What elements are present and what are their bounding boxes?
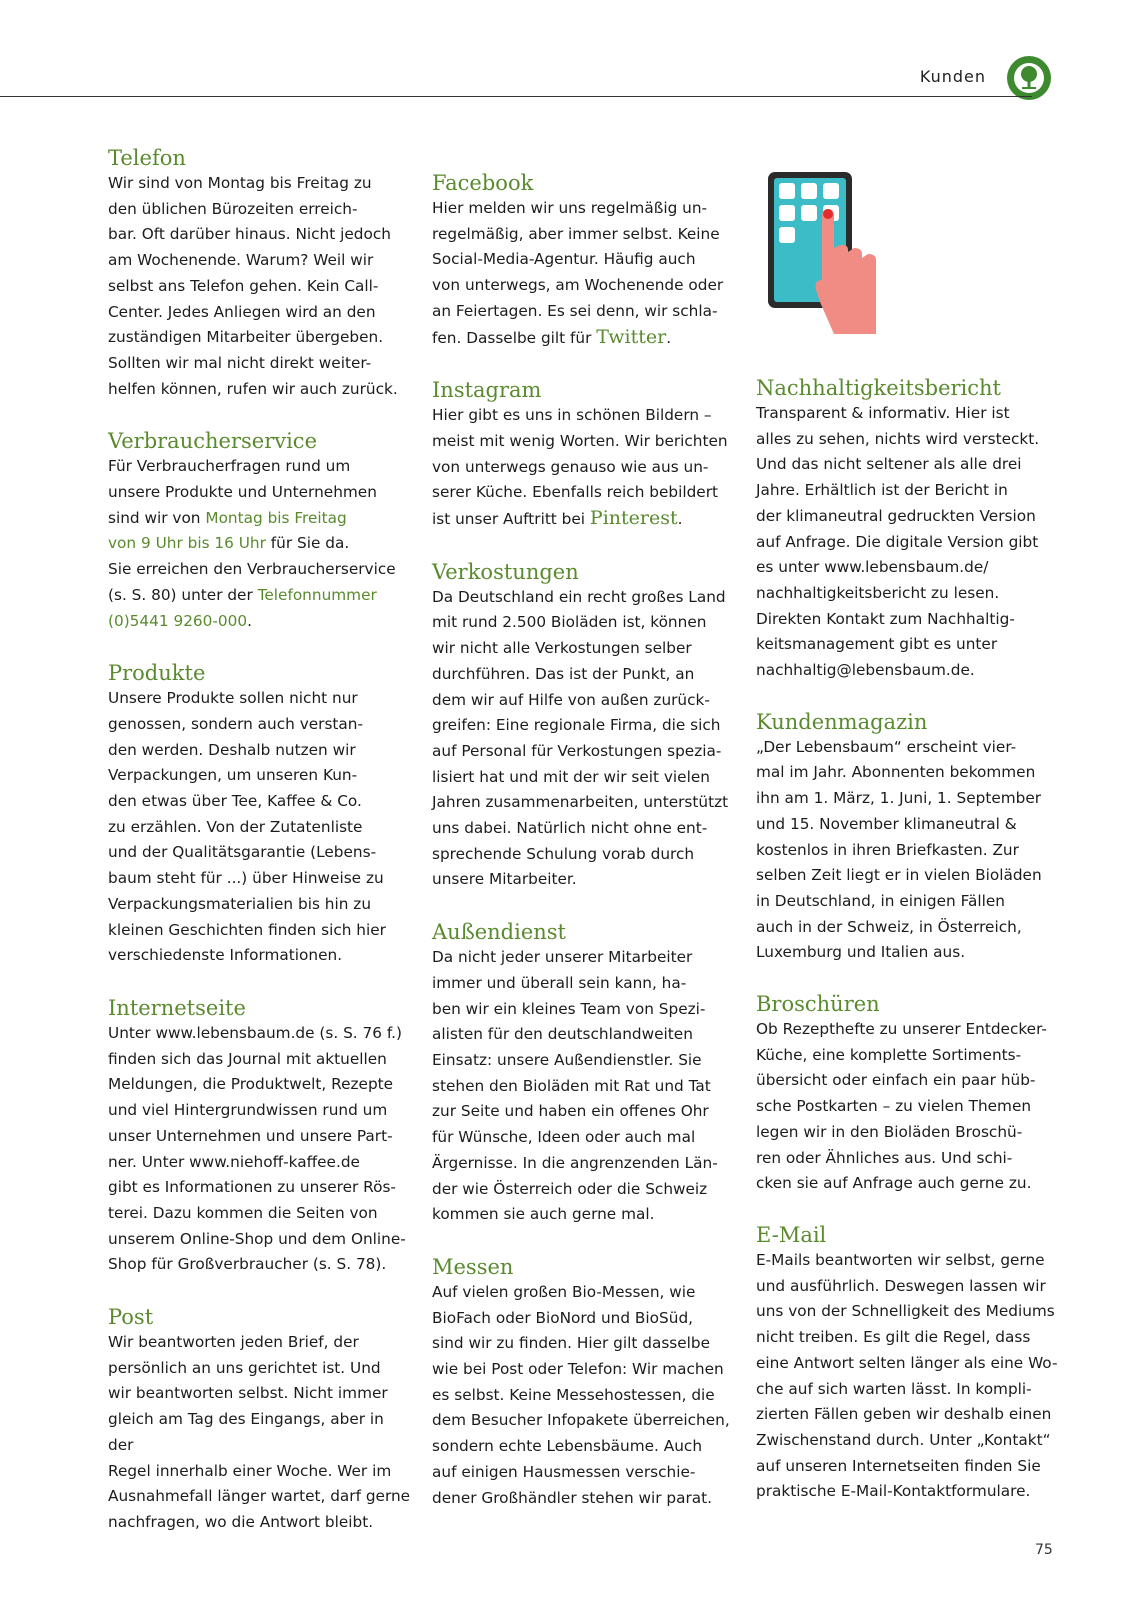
section-heading: Broschüren bbox=[756, 992, 880, 1017]
phone-number-highlight: Telefonnummer bbox=[257, 585, 377, 604]
section-body: Hier melden wir uns regelmäßig un- regelmäßig, aber immer selbst. Keine Social-Media-Agentur. Häufig auch von unterwegs, am Wochenende oder an Feiertagen. Es sei denn, wir schla- fen. Dasselbe gilt für Twitter. bbox=[432, 199, 724, 348]
section-telefon bbox=[108, 145, 414, 402]
section-heading: E-Mail bbox=[756, 1222, 827, 1247]
phone-number-highlight: (0)5441 9260-000 bbox=[108, 611, 248, 630]
section-heading: Instagram bbox=[432, 378, 542, 403]
section-heading: Produkte bbox=[108, 661, 206, 686]
section-body: Da nicht jeder unserer Mitarbeiter immer und überall sein kann, ha- ben wir ein kleines Team von Spezi- alisten für den deutschlandweiten Einsatz: unsere Außendienstler. Sie stehen den Bioläden mit Rat und Tat zur Seite und haben ein offenes Ohr für Wünsche, Ideen oder auch mal Ärgernisse. In die angrenzenden Län- der wie Österreich oder die Schweiz kommen sie auch gerne mal. bbox=[432, 948, 718, 1224]
section-body: „Der Lebensbaum“ erscheint vier- mal im Jahr. Abonnenten bekommen ihn am 1. März, 1. Juni, 1. September und 15. November klimaneutral & kostenlos in ihren Briefkasten. Zur selben Zeit liegt er in vielen Bioläden in Deutschland, in einigen Fällen auch in der Schweiz, in Österreich, Luxemburg und Italien aus. bbox=[756, 737, 1042, 962]
service-hours-highlight: Montag bis Freitag bbox=[205, 508, 347, 527]
section-post bbox=[108, 1304, 414, 1536]
section-heading: Kundenmagazin bbox=[756, 709, 928, 734]
section-heading: Post bbox=[108, 1305, 154, 1330]
section-instagram bbox=[432, 377, 738, 533]
section-body: Auf vielen großen Bio-Messen, wie BioFach oder BioNord und BioSüd, sind wir zu finden. Hier gilt dasselbe wie bei Post oder Telefon: Wir machen es selbst. Keine Messehostessen, die dem Besucher Infopakete überreichen, sondern echte Lebensbäume. Auch auf einigen Hausmessen verschie- dener Großhändler stehen wir parat. bbox=[432, 1282, 730, 1507]
section-produkte bbox=[108, 660, 414, 969]
column-right bbox=[756, 375, 1062, 1530]
section-heading: Außendienst bbox=[432, 920, 566, 945]
section-email bbox=[756, 1222, 1062, 1505]
section-kundenmagazin bbox=[756, 709, 1062, 966]
header-rule bbox=[0, 96, 1032, 97]
section-nachhaltigkeitsbericht bbox=[756, 375, 1062, 684]
section-messen bbox=[432, 1254, 738, 1511]
column-middle bbox=[432, 170, 738, 1537]
twitter-link[interactable]: Twitter bbox=[596, 325, 667, 348]
section-heading: Nachhaltigkeitsbericht bbox=[756, 376, 1001, 400]
smartphone-touch-icon bbox=[768, 172, 888, 334]
section-heading: Messen bbox=[432, 1254, 514, 1279]
lebensbaum-logo-icon bbox=[1006, 55, 1052, 101]
section-body: Wir sind von Montag bis Freitag zu den üblichen Bürozeiten erreich- bar. Oft darüber hinaus. Nicht jedoch am Wochenende. Warum? Weil wir selbst ans Telefon gehen. Kein Call- Center. Jedes Anliegen wird an den zuständigen Mitarbeiter übergeben. Sollten wir mal nicht direkt weiter- helfen können, rufen wir auch zurück. bbox=[108, 174, 398, 398]
section-heading: Internetseite bbox=[108, 995, 246, 1020]
section-body: Für Verbraucherfragen rund um unsere Produkte und Unternehmen sind wir von Montag bis Freitag von 9 Uhr bis 16 Uhr für Sie da. Sie erreichen den Verbraucherservice (s. S. 80) unter der Telefonnummer (0)5441 9260-000. bbox=[108, 457, 396, 630]
section-title: Kunden bbox=[919, 67, 986, 86]
section-body: Wir beantworten jeden Brief, der persönlich an uns gerichtet ist. Und wir beantworten selbst. Nicht immer gleich am Tag des Eingangs, aber in der Regel innerhalb einer Woche. Wer im Ausnahmefall länger wartet, darf gerne nachfragen, wo die Antwort bleibt. bbox=[108, 1333, 411, 1531]
section-body: Unter www.lebensbaum.de (s. S. 76 f.) finden sich das Journal mit aktuellen Meldungen, die Produktwelt, Rezepte und viel Hintergrundwissen rund um unser Unternehmen und unsere Part- ner. Unter www.niehoff-kaffee.de gibt es Informationen zu unserer Rös- terei. Dazu kommen die Seiten von unserem Online-Shop und dem Online- Shop für Großverbraucher (s. S. 78). bbox=[108, 1023, 406, 1274]
service-hours-highlight: von 9 Uhr bis 16 Uhr bbox=[108, 534, 266, 553]
section-heading: Telefon bbox=[108, 146, 186, 170]
section-heading: Verkostungen bbox=[432, 559, 579, 584]
section-verbraucherservice bbox=[108, 428, 414, 634]
section-heading: Verbraucherservice bbox=[108, 429, 317, 454]
section-body: Transparent & informativ. Hier ist alles zu sehen, nichts wird versteckt. Und das nicht seltener als alle drei Jahre. Erhältlich ist der Bericht in der klimaneutral gedruckten Version auf Anfrage. Die digitale Version gibt es unter www.lebensbaum.de/ nachhaltigkeitsbericht zu lesen. Direkten Kontakt zum Nachhaltig- keitsmanagement gibt es unter nachhaltig@lebensbaum.de. bbox=[756, 404, 1040, 680]
section-broschueren bbox=[756, 991, 1062, 1197]
section-heading: Facebook bbox=[432, 171, 534, 195]
page-number: 75 bbox=[1035, 1542, 1053, 1558]
section-body: Ob Rezepthefte zu unserer Entdecker- Küche, eine komplette Sortiments- übersicht oder einfach ein paar hüb- sche Postkarten – zu vielen Themen legen wir in den Bioläden Broschü- ren oder Ähnliches aus. Und schi- cken sie auf Anfrage auch gerne zu. bbox=[756, 1020, 1047, 1193]
column-left bbox=[108, 145, 414, 1562]
section-internetseite bbox=[108, 995, 414, 1278]
section-verkostungen bbox=[432, 559, 738, 893]
section-body: Da Deutschland ein recht großes Land mit rund 2.500 Bioläden ist, können wir nicht alle Verkostungen selber durchführen. Das ist der Punkt, an dem wir auf Hilfe von außen zurück- greifen: Eine regionale Firma, die sich auf Personal für Verkostungen spezia- lisiert hat und mit der wir seit vielen Jahren zusammenarbeiten, unterstützt uns dabei. Natürlich nicht ohne ent- sprechende Schulung vorab durch unsere Mitarbeiter. bbox=[432, 587, 729, 889]
pinterest-link[interactable]: Pinterest bbox=[589, 507, 678, 530]
section-body: E-Mails beantworten wir selbst, gerne und ausführlich. Deswegen lassen wir uns von der Schnelligkeit des Mediums nicht treiben. Es gilt die Regel, dass eine Antwort selten länger als eine Wo- che auf sich warten lässt. In kompli- zierten Fällen geben wir deshalb einen Zwischenstand durch. Unter „Kontakt“ auf unseren Internetseiten finden Sie praktische E-Mail-Kontaktformulare. bbox=[756, 1250, 1058, 1501]
section-facebook bbox=[432, 170, 738, 351]
section-aussendienst bbox=[432, 919, 738, 1228]
section-body: Unsere Produkte sollen nicht nur genossen, sondern auch verstan- den werden. Deshalb nutzen wir Verpackungen, um unseren Kun- den etwas über Tee, Kaffee & Co. zu erzählen. Von der Zutatenliste und der Qualitätsgarantie (Lebens- baum steht für ...) über Hinweise zu Verpackungsmaterialien bis hin zu kleinen Geschichten finden sich hier verschiedenste Informationen. bbox=[108, 689, 386, 965]
section-body: Hier gibt es uns in schönen Bildern – meist mit wenig Worten. Wir berichten von unterwegs genauso wie aus un- serer Küche. Ebenfalls reich bebildert ist unser Auftritt bei Pinterest. bbox=[432, 406, 728, 530]
